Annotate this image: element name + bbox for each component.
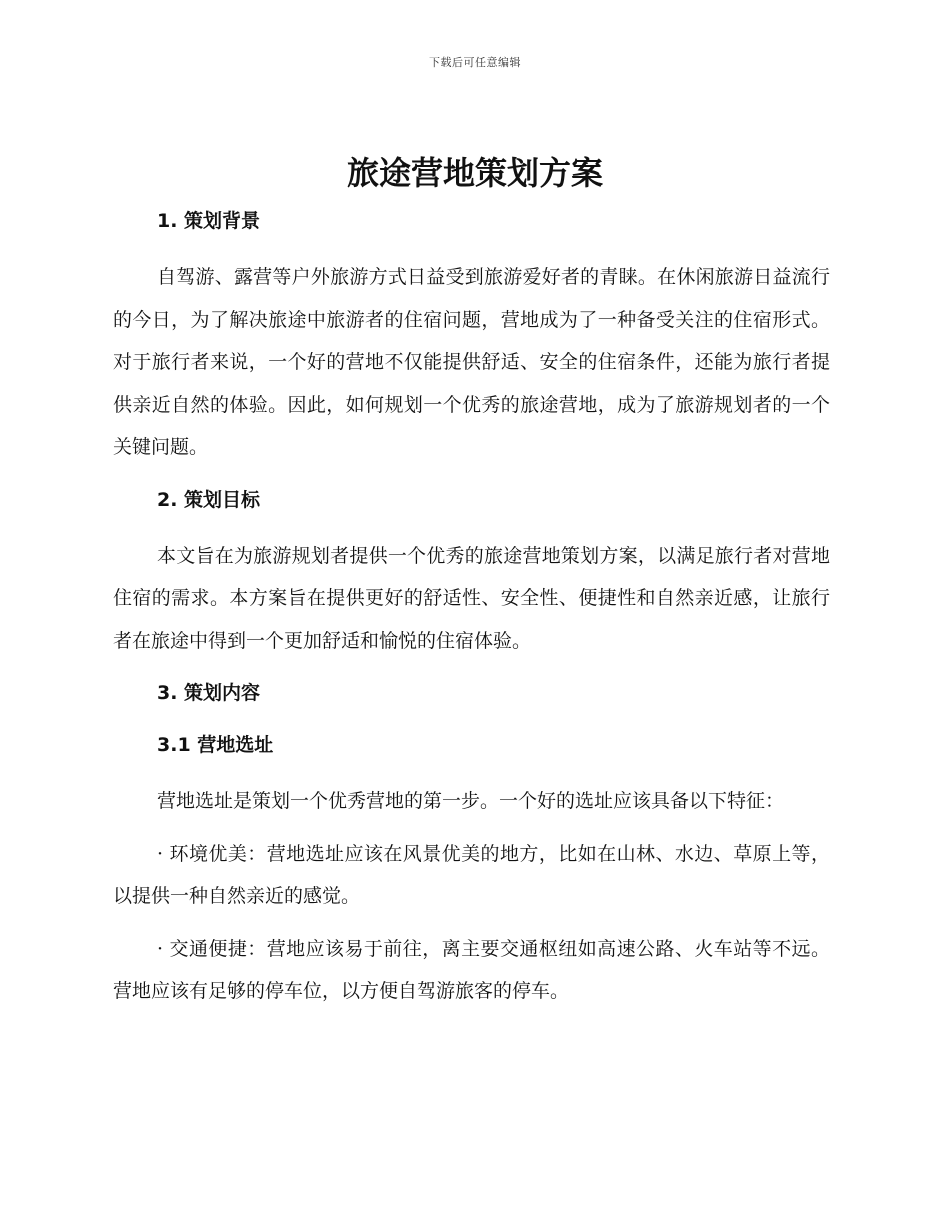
section-heading-site-selection: 3.1 营地选址 <box>157 734 274 756</box>
paragraph-background: 自驾游、露营等户外旅游方式日益受到旅游爱好者的青睐。在休闲旅游日益流行的今日，为了解决旅途中旅游者的住宿问题，营地成为了一种备受关注的住宿形式。对于旅行者来说，一个好的营地不仅能提供舒适、安全的住宿条件，还能为旅行者提供亲近自然的体验。因此，如何规划一个优秀的旅途营地，成为了旅游规划者的一个关键问题。 <box>113 266 830 458</box>
document-body <box>113 204 830 1023</box>
header-note: 下载后可任意编辑 <box>429 56 521 69</box>
list-item-transport: · 交通便捷：营地应该易于前往，离主要交通枢纽如高速公路、火车站等不远。营地应该有足够的停车位，以方便自驾游旅客的停车。 <box>113 937 830 1002</box>
section-heading-background: 1. 策划背景 <box>157 210 261 232</box>
page-title: 旅途营地策划方案 <box>346 154 603 192</box>
paragraph-site-selection-intro: 营地选址是策划一个优秀营地的第一步。一个好的选址应该具备以下特征： <box>157 790 785 812</box>
section-heading-content: 3. 策划内容 <box>157 682 261 704</box>
section-heading-goals: 2. 策划目标 <box>157 488 261 511</box>
list-item-environment: · 环境优美：营地选址应该在风景优美的地方，比如在山林、水边、草原上等，以提供一种自然亲近的感觉。 <box>113 842 830 907</box>
paragraph-goals: 本文旨在为旅游规划者提供一个优秀的旅途营地策划方案，以满足旅行者对营地住宿的需求。本方案旨在提供更好的舒适性、安全性、便捷性和自然亲近感，让旅行者在旅途中得到一个更加舒适和愉悦的住宿体验。 <box>113 544 830 652</box>
